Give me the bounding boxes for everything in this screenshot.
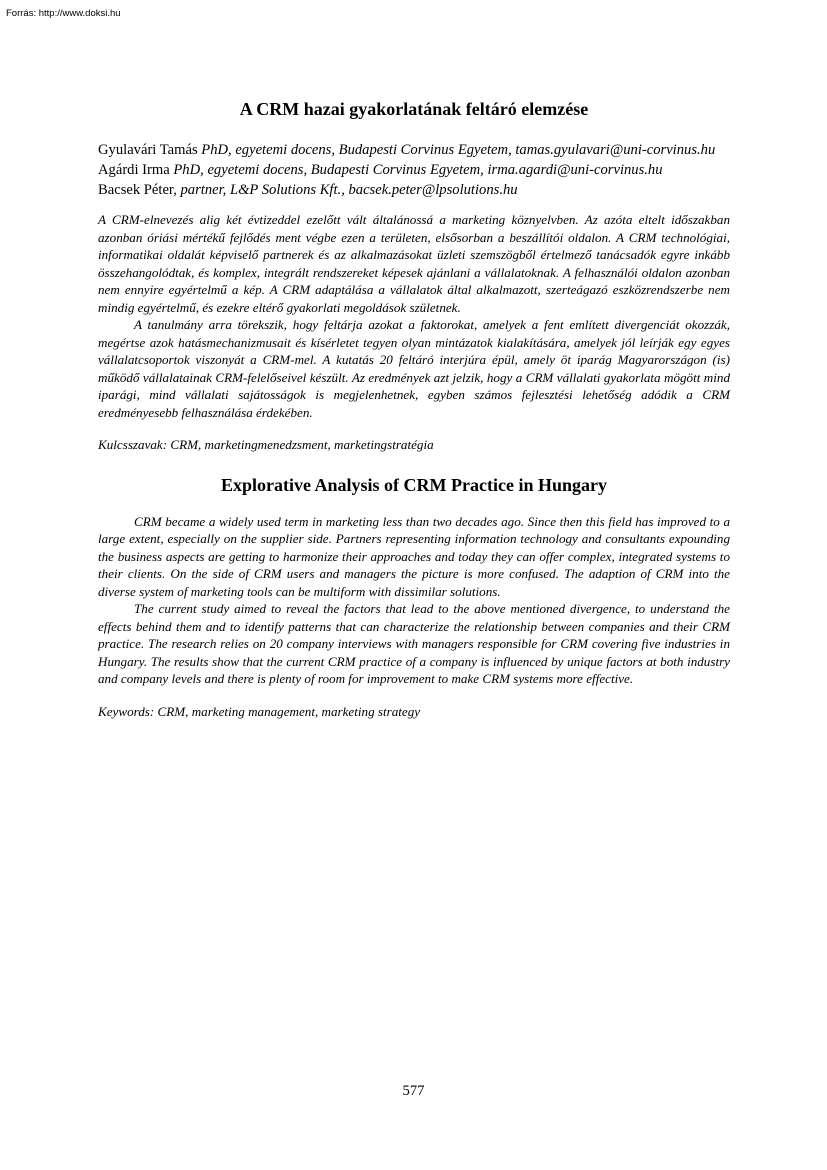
- source-note: Forrás: http://www.doksi.hu: [6, 8, 121, 19]
- abstract-paragraph: The current study aimed to reveal the factors that lead to the above mentioned divergence, to understand the effects behind them and to identify patterns that can characterize the relationship between companies and their CRM practice. The research relies on 20 company interviews with managers responsible for CRM covering five industries in Hungary. The results show that the current CRM practice of a company is influenced by unique factors at both industry and company levels and there is plenty of room for improvement to make CRM systems more effective.: [98, 601, 730, 686]
- paper-page: [98, 98, 730, 720]
- author-affiliation: partner, L&P Solutions Kft., bacsek.peter@lpsolutions.hu: [180, 182, 518, 198]
- author-entry: [98, 140, 730, 160]
- abstract-hungarian: [98, 211, 730, 421]
- abstract-paragraph: A tanulmány arra törekszik, hogy feltárja azokat a faktorokat, amelyek a fent említett divergenciát okozzák, megértse azok hatásmechanizmusait és kísérletet tegyen olyan mintázatok kialakítására, amelyek jól leírják egy egyes vállalatcsoportok viszonyát a CRM-mel. A kutatás 20 feltáró interjúra épül, amely öt iparág Magyarországon (is) működő vállalatainak CRM-felelőseivel készült. Az eredmények azt jelzik, hogy a CRM vállalati gyakorlata mögött mind iparági, mind vállalati sajátosságok is megjelenhetnek, egyben számos fejlesztési lehetőség adódik a CRM eredményesebb felhasználása érdekében.: [98, 317, 730, 420]
- paper-title: A CRM hazai gyakorlatának feltáró elemzése: [239, 99, 589, 119]
- author-entry: [98, 180, 730, 200]
- author-affiliation: PhD, egyetemi docens, Budapesti Corvinus Egyetem, irma.agardi@uni-corvinus.hu: [173, 162, 663, 178]
- author-affiliation: PhD, egyetemi docens, Budapesti Corvinus Egyetem, tamas.gyulavari@uni-corvinus.hu: [201, 142, 716, 158]
- page-number: 577: [402, 1083, 425, 1099]
- abstract-english: [98, 513, 730, 688]
- author-entry: [98, 160, 730, 180]
- author-name: Bacsek Péter,: [98, 182, 177, 198]
- english-title: Explorative Analysis of CRM Practice in Hungary: [221, 474, 607, 495]
- keywords-english: Keywords: CRM, marketing management, marketing strategy: [98, 703, 421, 719]
- keywords-hungarian: Kulcsszavak: CRM, marketingmenedzsment, marketingstratégia: [98, 437, 434, 452]
- author-name: Agárdi Irma: [98, 162, 170, 178]
- author-name: Gyulavári Tamás: [98, 142, 198, 158]
- abstract-paragraph: CRM became a widely used term in marketing less than two decades ago. Since then this field has improved to a large extent, especially on the supplier side. Partners representing information technology and consultants expounding the business aspects are getting to harmonize their approaches and today they can offer complex, integrated systems to their clients. On the side of CRM users and managers the picture is more confused. The adaption of CRM into the diverse system of marketing tools can be multiform with dissimilar solutions.: [98, 513, 730, 599]
- author-list: [98, 140, 730, 200]
- abstract-paragraph: A CRM-elnevezés alig két évtizeddel ezelőtt vált általánossá a marketing köznyelvben. Az azóta eltelt időszakban azonban óriási mértékű fejlődés ment végbe ezen a területen, elsősorban a beszállítói oldalon. A CRM technológiai, informatikai oldalát képviselő partnerek és az alkalmazásokat üzleti szemszögből értelmező tanácsadók egyre inkább összehangolódtak, és komplex, integrált rendszereket képesek ajánlani a vállalatoknak. A felhasználói oldalon azonban nem ennyire egyértelmű a kép. A CRM adaptálása a vállalatok által alkalmazott, szerteágazó eszközrendszerbe nem mindig egyértelmű, és ezekre eltérő gyakorlati megoldások születnek.: [98, 212, 730, 315]
